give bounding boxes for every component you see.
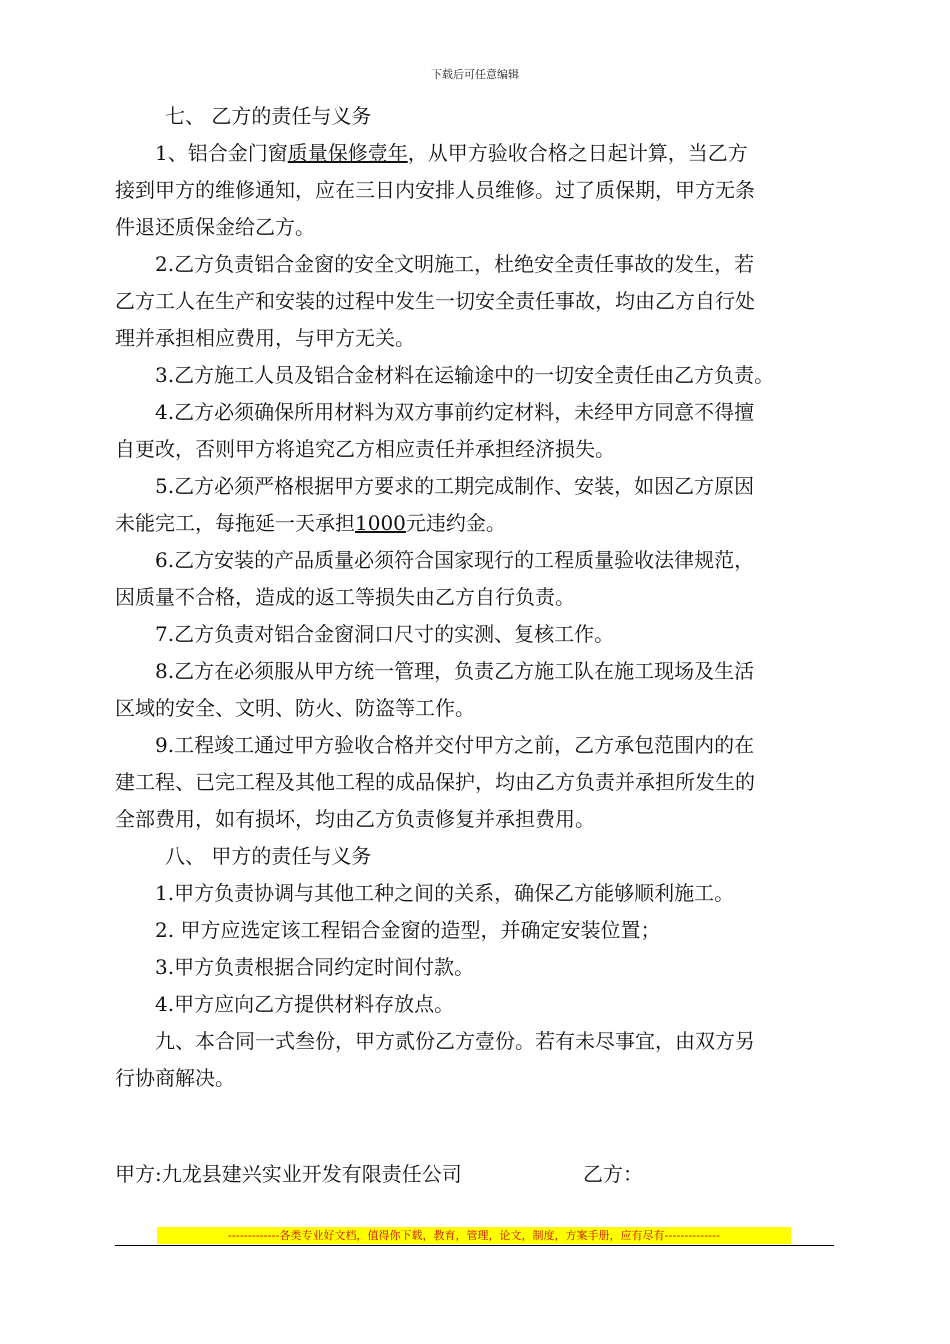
clause-7-8-line-1: 8.乙方在必须服从甲方统一管理，负责乙方施工队在施工现场及生活 (155, 659, 755, 683)
clause-7-9-line-1: 9.工程竣工通过甲方验收合格并交付甲方之前，乙方承包范围内的在 (155, 733, 755, 757)
contract-body (115, 98, 840, 1097)
section-7-title: 七、 乙方的责任与义务 (165, 104, 372, 128)
clause-7-1-line-2: 接到甲方的维修通知，应在三日内安排人员维修。过了质保期，甲方无条 (115, 178, 755, 202)
clause-7-6-line-1: 6.乙方安装的产品质量必须符合国家现行的工程质量验收法律规范， (155, 548, 755, 572)
clause-7-5-line-2 (115, 505, 840, 542)
party-a-signature: 甲方:九龙县建兴实业开发有限责任公司 (115, 1162, 462, 1186)
clause-7-3: 3.乙方施工人员及铝合金材料在运输途中的一切安全责任由乙方负责。 (155, 363, 775, 387)
footer-banner: -------------各类专业好文档，值得你下载，教育，管理，论文，制度，方案手册，应有尽有-------------- (157, 1227, 791, 1244)
section-9-line-1: 九、本合同一式叁份，甲方贰份乙方壹份。若有未尽事宜，由双方另 (155, 1029, 755, 1053)
clause-text: 未能完工，每拖延一天承担 (115, 511, 355, 535)
clause-7-4-line-2: 自更改，否则甲方将追究乙方相应责任并承担经济损失。 (115, 437, 615, 461)
clause-7-2-line-1: 2.乙方负责铝合金窗的安全文明施工，杜绝安全责任事故的发生，若 (155, 252, 755, 276)
clause-7-4-line-1: 4.乙方必须确保所用材料为双方事前约定材料，未经甲方同意不得擅 (155, 400, 755, 424)
clause-text: ，从甲方验收合格之日起计算，当乙方 (407, 141, 748, 165)
clause-8-2: 2. 甲方应选定该工程铝合金窗的造型，并确定安装位置； (155, 918, 661, 942)
clause-8-3: 3.甲方负责根据合同约定时间付款。 (155, 955, 475, 979)
clause-7-9-line-2: 建工程、已完工程及其他工程的成品保护，均由乙方负责并承担所发生的 (115, 770, 755, 794)
footer-divider (115, 1245, 834, 1246)
signature-block (115, 1158, 840, 1187)
clause-7-1-line-1 (115, 135, 840, 172)
clause-8-4: 4.甲方应向乙方提供材料存放点。 (155, 992, 455, 1016)
clause-7-2-line-2: 乙方工人在生产和安装的过程中发生一切安全责任事故，均由乙方自行处 (115, 289, 755, 313)
clause-7-6-line-2: 因质量不合格，造成的返工等损失由乙方自行负责。 (115, 585, 575, 609)
clause-7-2-line-3: 理并承担相应费用，与甲方无关。 (115, 326, 415, 350)
clause-text: 元违约金。 (405, 511, 506, 535)
section-9-line-2: 行协商解决。 (115, 1066, 235, 1090)
clause-7-8-line-2: 区域的安全、文明、防火、防盗等工作。 (115, 696, 475, 720)
section-8-title: 八、 甲方的责任与义务 (165, 844, 372, 868)
header-note: 下载后可任意编辑 (431, 68, 519, 81)
clause-7-5-line-1: 5.乙方必须严格根据甲方要求的工期完成制作、安装，如因乙方原因 (155, 474, 755, 498)
penalty-amount-underlined: 1000 (355, 511, 406, 535)
party-b-signature: 乙方： (583, 1162, 643, 1186)
clause-7-9-line-3: 全部费用，如有损坏，均由乙方负责修复并承担费用。 (115, 807, 595, 831)
clause-text: 1、铝合金门窗 (155, 141, 288, 165)
warranty-term-underlined: 质量保修壹年 (287, 141, 408, 165)
clause-7-7: 7.乙方负责对铝合金窗洞口尺寸的实测、复核工作。 (155, 622, 615, 646)
clause-7-1-line-3: 件退还质保金给乙方。 (115, 215, 315, 239)
clause-8-1: 1.甲方负责协调与其他工种之间的关系，确保乙方能够顺利施工。 (155, 881, 735, 905)
